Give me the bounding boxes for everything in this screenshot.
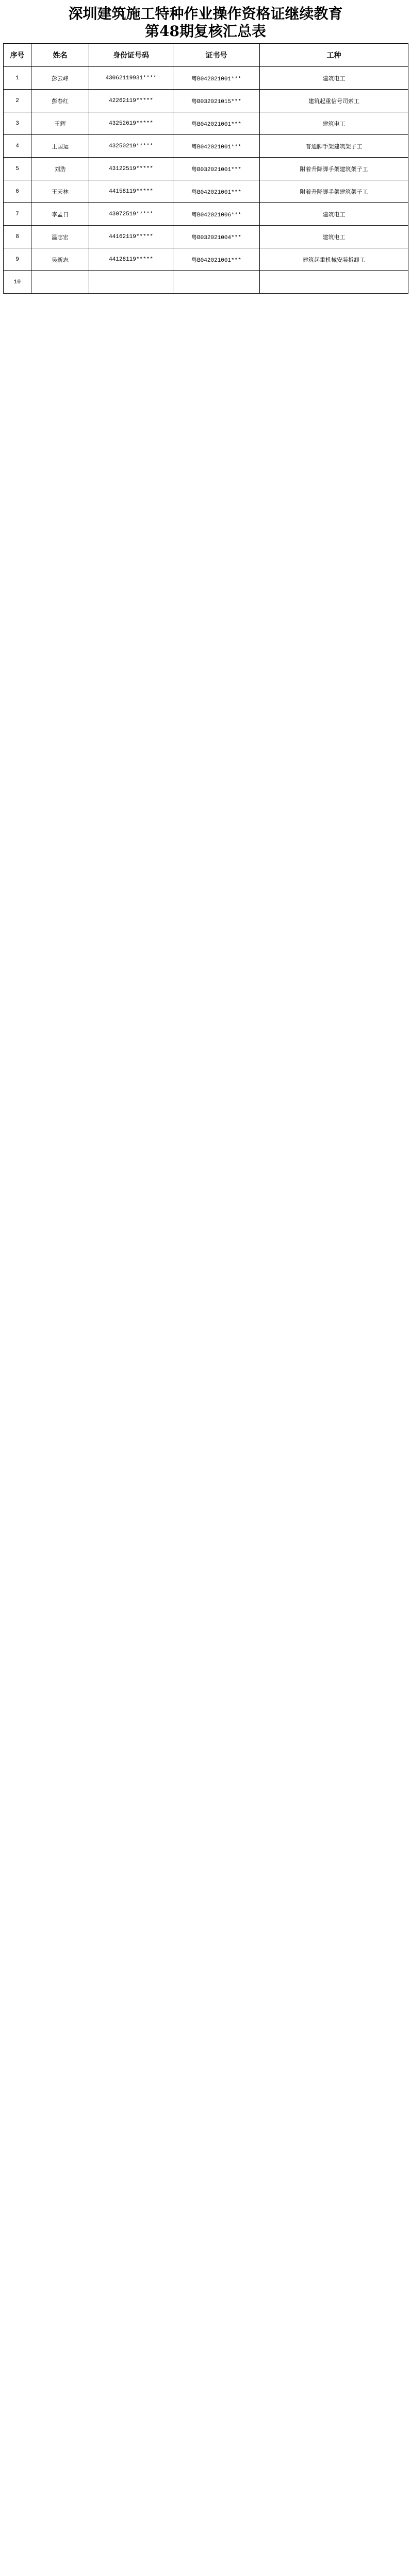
worker-name: 王天林: [31, 180, 89, 203]
worker-name: 李孟日: [31, 203, 89, 226]
trade-type: 附着升降脚手架建筑架子工: [260, 180, 408, 203]
worker-name: [31, 271, 89, 294]
roster-body: [4, 67, 408, 294]
trade-type: 建筑电工: [260, 67, 408, 90]
row-number: 9: [4, 248, 31, 271]
row-number: 2: [4, 90, 31, 112]
worker-name: 彭云峰: [31, 67, 89, 90]
table-row: [4, 158, 408, 180]
id-number: 42262119*****: [89, 90, 173, 112]
trade-type: 建筑电工: [260, 112, 408, 135]
id-number: 43122519*****: [89, 158, 173, 180]
id-number: 44162119*****: [89, 226, 173, 248]
row-number: 3: [4, 112, 31, 135]
table-row: [4, 226, 408, 248]
header-name: 姓名: [31, 44, 89, 67]
row-number: 7: [4, 203, 31, 226]
row-number: 6: [4, 180, 31, 203]
table-header-row: [4, 44, 408, 67]
trade-type: 建筑起重信号司索工: [260, 90, 408, 112]
table-row: [4, 271, 408, 294]
id-number: 44128119*****: [89, 248, 173, 271]
roster-table: [3, 43, 408, 294]
table-row: [4, 203, 408, 226]
id-number: 43072519*****: [89, 203, 173, 226]
table-row: [4, 248, 408, 271]
certificate-number: 粤B042021001***: [173, 248, 260, 271]
certificate-number: [173, 271, 260, 294]
row-number: 4: [4, 135, 31, 158]
row-number: 5: [4, 158, 31, 180]
table-row: [4, 67, 408, 90]
trade-type: 建筑电工: [260, 203, 408, 226]
id-number: 43252619*****: [89, 112, 173, 135]
worker-name: 王国运: [31, 135, 89, 158]
id-number: 44158119*****: [89, 180, 173, 203]
worker-name: 王辉: [31, 112, 89, 135]
certificate-number: 粤B032021015***: [173, 90, 260, 112]
worker-name: 刘浩: [31, 158, 89, 180]
trade-type: [260, 271, 408, 294]
certificate-number: 粤B042021001***: [173, 112, 260, 135]
table-row: [4, 90, 408, 112]
certificate-number: 粤B042021006***: [173, 203, 260, 226]
header-trade: 工种: [260, 44, 408, 67]
id-number: 43250219*****: [89, 135, 173, 158]
header-id-number: 身份证号码: [89, 44, 173, 67]
document-title-line2: 第48期复核汇总表: [145, 23, 266, 40]
worker-name: 温志宏: [31, 226, 89, 248]
table-row: [4, 112, 408, 135]
trade-type: 建筑起重机械安装拆卸工: [260, 248, 408, 271]
trade-type: 普通脚手架建筑架子工: [260, 135, 408, 158]
row-number: 1: [4, 67, 31, 90]
table-row: [4, 135, 408, 158]
certificate-number: 粤B042021001***: [173, 180, 260, 203]
worker-name: 彭春红: [31, 90, 89, 112]
trade-type: 附着升降脚手架建筑架子工: [260, 158, 408, 180]
row-number: 8: [4, 226, 31, 248]
certificate-number: 粤B032021004***: [173, 226, 260, 248]
document-title-line1: 深圳建筑施工特种作业操作资格证继续教育: [68, 5, 343, 22]
row-number: 10: [4, 271, 31, 294]
worker-name: 吴新志: [31, 248, 89, 271]
certificate-number: 粤B042021001***: [173, 67, 260, 90]
header-certificate: 证书号: [173, 44, 260, 67]
certificate-number: 粤B032021001***: [173, 158, 260, 180]
header-no: 序号: [4, 44, 31, 67]
trade-type: 建筑电工: [260, 226, 408, 248]
id-number: [89, 271, 173, 294]
certificate-number: 粤B042021001***: [173, 135, 260, 158]
table-row: [4, 180, 408, 203]
id-number: 43062119931****: [89, 67, 173, 90]
